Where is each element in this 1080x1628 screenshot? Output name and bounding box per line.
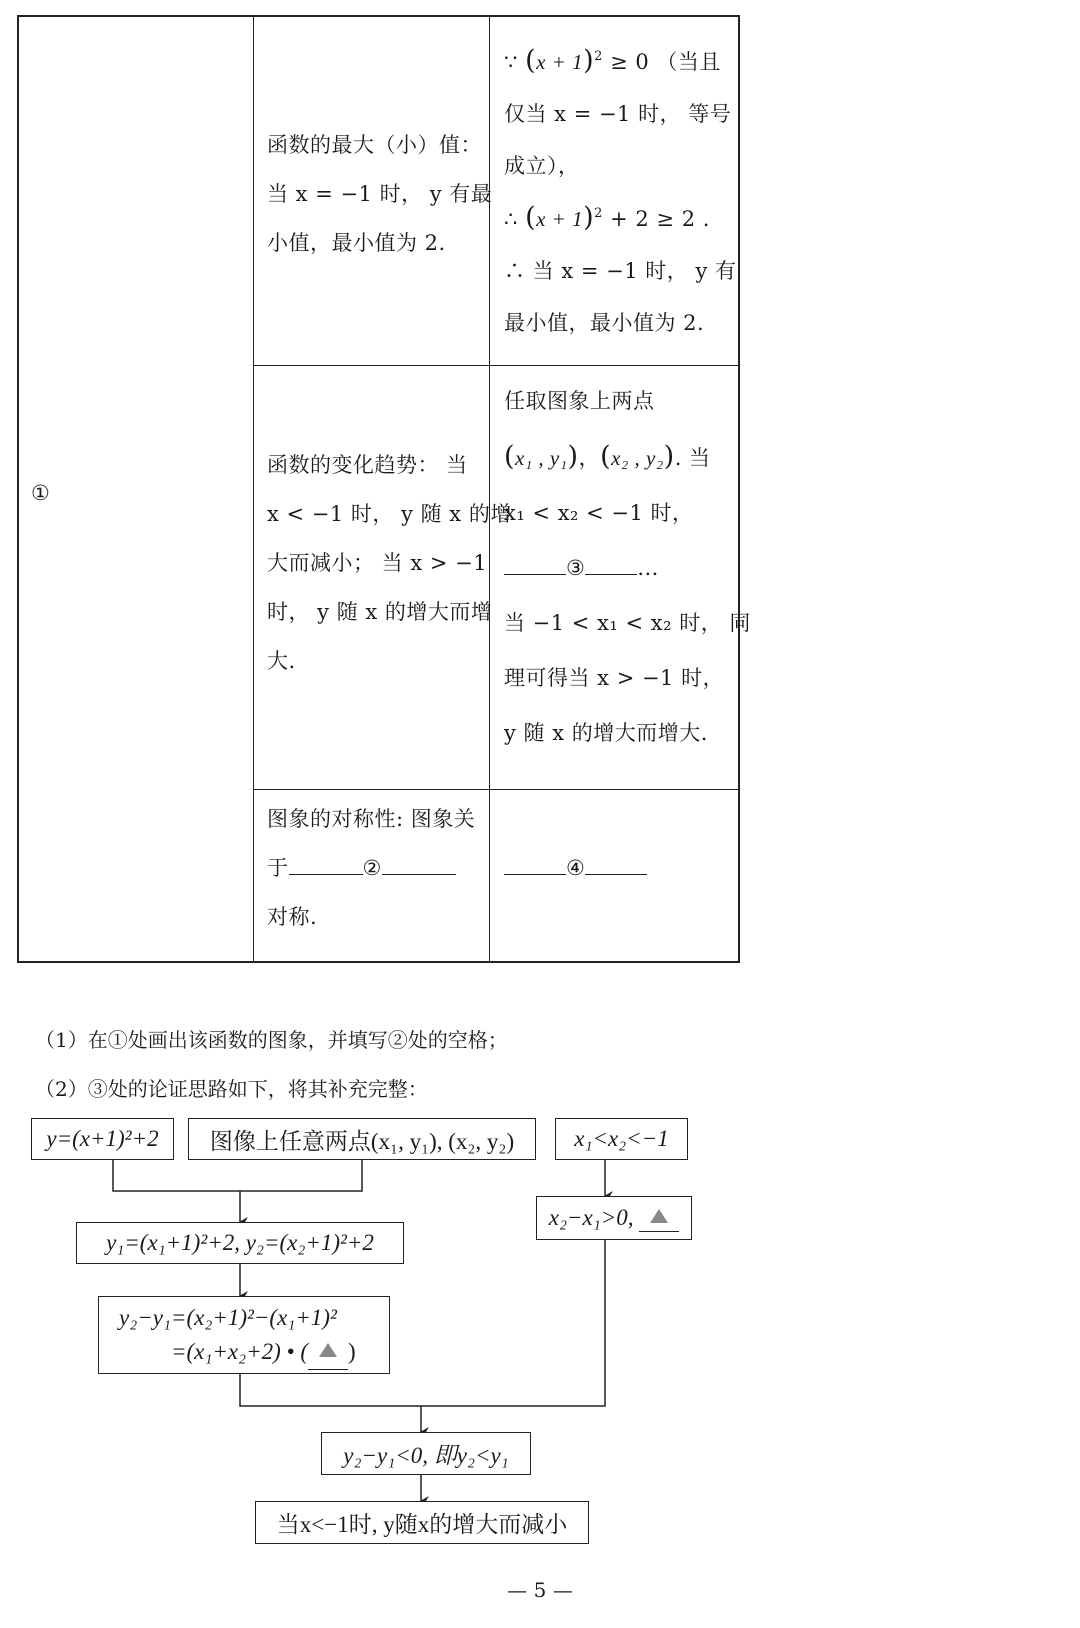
line: 时， y 随 x 的增大而增 (267, 600, 493, 624)
line: 函数的最大（小）值： (267, 133, 482, 157)
ellipsis: ... (637, 556, 659, 580)
flow-box-y-values: y₁=(x₁+1)²+2, y₂=(x₂+1)²+2 (76, 1222, 404, 1264)
text: x₂−x₁>0, (548, 1205, 634, 1230)
flow-box-conclusion: 当x<−1时, y随x的增大而减小 (255, 1501, 589, 1544)
line: x < −1 时， y 随 x 的增 (267, 502, 512, 526)
point-2: x₂ , y₂ (611, 446, 664, 470)
proof-line-2: (x₁ , y₁)，(x₂ , y₂). 当 (504, 441, 711, 472)
triangle-placeholder-icon (650, 1209, 668, 1223)
proof-line-7: y 随 x 的增大而增大. (504, 721, 708, 745)
blank-4-label: ④ (566, 856, 586, 880)
line: 当 x = −1 时， y 有最 (267, 182, 493, 206)
point-1: x₁ , y₁ (515, 446, 568, 470)
flow-box-y-difference (98, 1296, 390, 1374)
proof-line-5: 当 −1 < x₁ < x₂ 时， 同 (504, 611, 751, 635)
page-number: — 5 — (507, 1578, 573, 1602)
line: 小值，最小值为 2. (267, 231, 446, 255)
proof-line-3: x₁ < x₂ < −1 时， (504, 501, 694, 525)
exponent: 2 (594, 206, 603, 221)
line: 对称. (267, 905, 318, 929)
expr: x + 1 (536, 50, 584, 74)
line: 大而减小； 当 x > −1 (267, 551, 488, 575)
text: =(x₁+x₂+2) • ( (171, 1338, 309, 1364)
comma: ， (578, 446, 601, 470)
expr: x + 1 (536, 207, 584, 231)
proof-line-3: 成立）， (504, 154, 580, 178)
line (119, 1335, 356, 1370)
proof-line-6: 理可得当 x > −1 时， (504, 666, 725, 690)
exponent: 2 (594, 49, 603, 64)
row-label-graph-area: ① (31, 481, 51, 505)
proof-line-1: 任取图象上两点 (504, 389, 655, 413)
blank-fill (639, 1205, 679, 1232)
triangle-placeholder-icon (319, 1343, 337, 1357)
text: ) (348, 1338, 356, 1364)
proof-line-1: ∵ $(x + 1)^2 \ge 0$ （当且 (504, 45, 721, 76)
blank-3-label: ③ (566, 556, 586, 580)
proof-line-4: ∴ $(x + 1)^2 + 2 \ge 2$ . (504, 202, 710, 233)
text: + 2 ≥ 2 . (602, 207, 710, 231)
line: 大. (267, 649, 296, 673)
text: ≥ 0 （当且 (602, 50, 721, 74)
text: . 当 (674, 446, 711, 470)
text: y₂−y₁=(x₂+1)²−(x₁+1)² (119, 1304, 337, 1330)
flow-box-function: y=(x+1)²+2 (31, 1118, 174, 1160)
flow-box-x-difference (536, 1196, 692, 1240)
blank-fill (308, 1335, 348, 1370)
line: 图象的对称性: 图象关 (267, 807, 476, 831)
question-1: （1）在①处画出该函数的图象，并填写②处的空格； (35, 1028, 508, 1052)
flow-box-two-points: 图像上任意两点(x₁, y₁), (x₂, y₂) (188, 1118, 536, 1160)
question-2: （2）③处的论证思路如下，将其补充完整： (35, 1077, 428, 1101)
flow-box-x-condition: x₁<x₂<−1 (555, 1118, 688, 1160)
blank-2-label: ② (362, 856, 382, 880)
merge-connector (113, 1160, 362, 1191)
proof-line-2: 仅当 x = −1 时， 等号 (504, 102, 732, 126)
because-symbol: ∵ (504, 50, 518, 74)
proof-line-5: ∴ 当 x = −1 时， y 有 (504, 259, 737, 283)
text: 于 (267, 856, 289, 880)
line: 函数的变化趋势： 当 (267, 453, 468, 477)
proof-line-6: 最小值，最小值为 2. (504, 311, 705, 335)
flow-box-y-comparison: y₂−y₁<0, 即y₂<y₁ (321, 1432, 531, 1475)
therefore-symbol: ∴ (504, 207, 518, 231)
